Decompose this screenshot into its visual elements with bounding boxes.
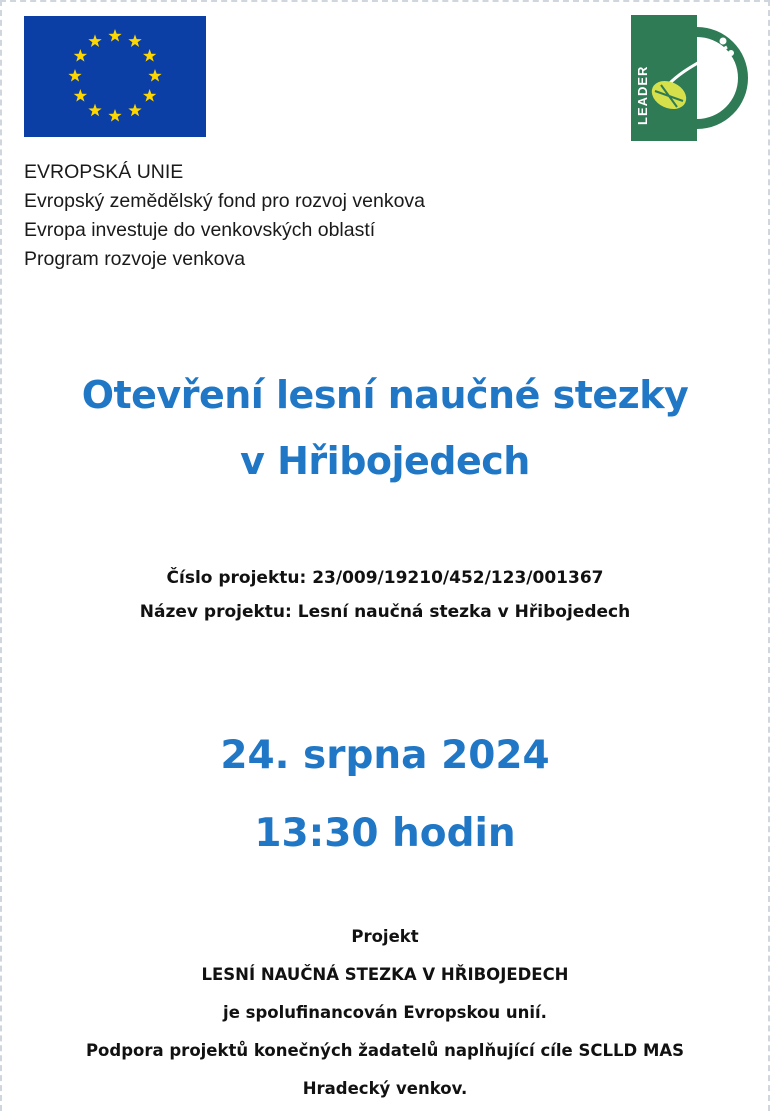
title-line-2: v Hřibojedech — [240, 439, 530, 483]
eu-line-4: Program rozvoje venkova — [24, 248, 246, 270]
event-date: 24. srpna 2024 — [220, 733, 550, 778]
leader-logo-icon — [631, 15, 753, 141]
project-number: Číslo projektu: 23/009/19210/452/123/001367 — [166, 568, 604, 588]
funding-statement — [0, 918, 770, 1108]
title-line-1: Otevření lesní naučné stezky — [81, 373, 689, 417]
funding-line-5: Hradecký venkov. — [302, 1079, 468, 1098]
funding-line-1: Projekt — [351, 927, 419, 946]
eu-line-2: Evropský zemědělský fond pro rozvoj venkova — [24, 190, 426, 212]
leader-logo-text: LEADER — [635, 65, 650, 125]
eu-header-text — [24, 158, 624, 274]
eu-line-1: EVROPSKÁ UNIE — [24, 161, 184, 183]
project-info — [0, 561, 770, 629]
eu-flag-icon — [24, 16, 206, 137]
page-title — [0, 362, 770, 494]
funding-line-2: LESNÍ NAUČNÁ STEZKA V HŘIBOJEDECH — [201, 965, 569, 984]
funding-line-3: je spolufinancován Evropskou unií. — [223, 1003, 547, 1022]
project-name: Název projektu: Lesní naučná stezka v Hřibojedech — [139, 602, 631, 622]
eu-line-3: Evropa investuje do venkovských oblastí — [24, 219, 376, 241]
event-time: 13:30 hodin — [254, 811, 516, 856]
funding-line-4: Podpora projektů konečných žadatelů naplňující cíle SCLLD MAS — [85, 1041, 685, 1060]
